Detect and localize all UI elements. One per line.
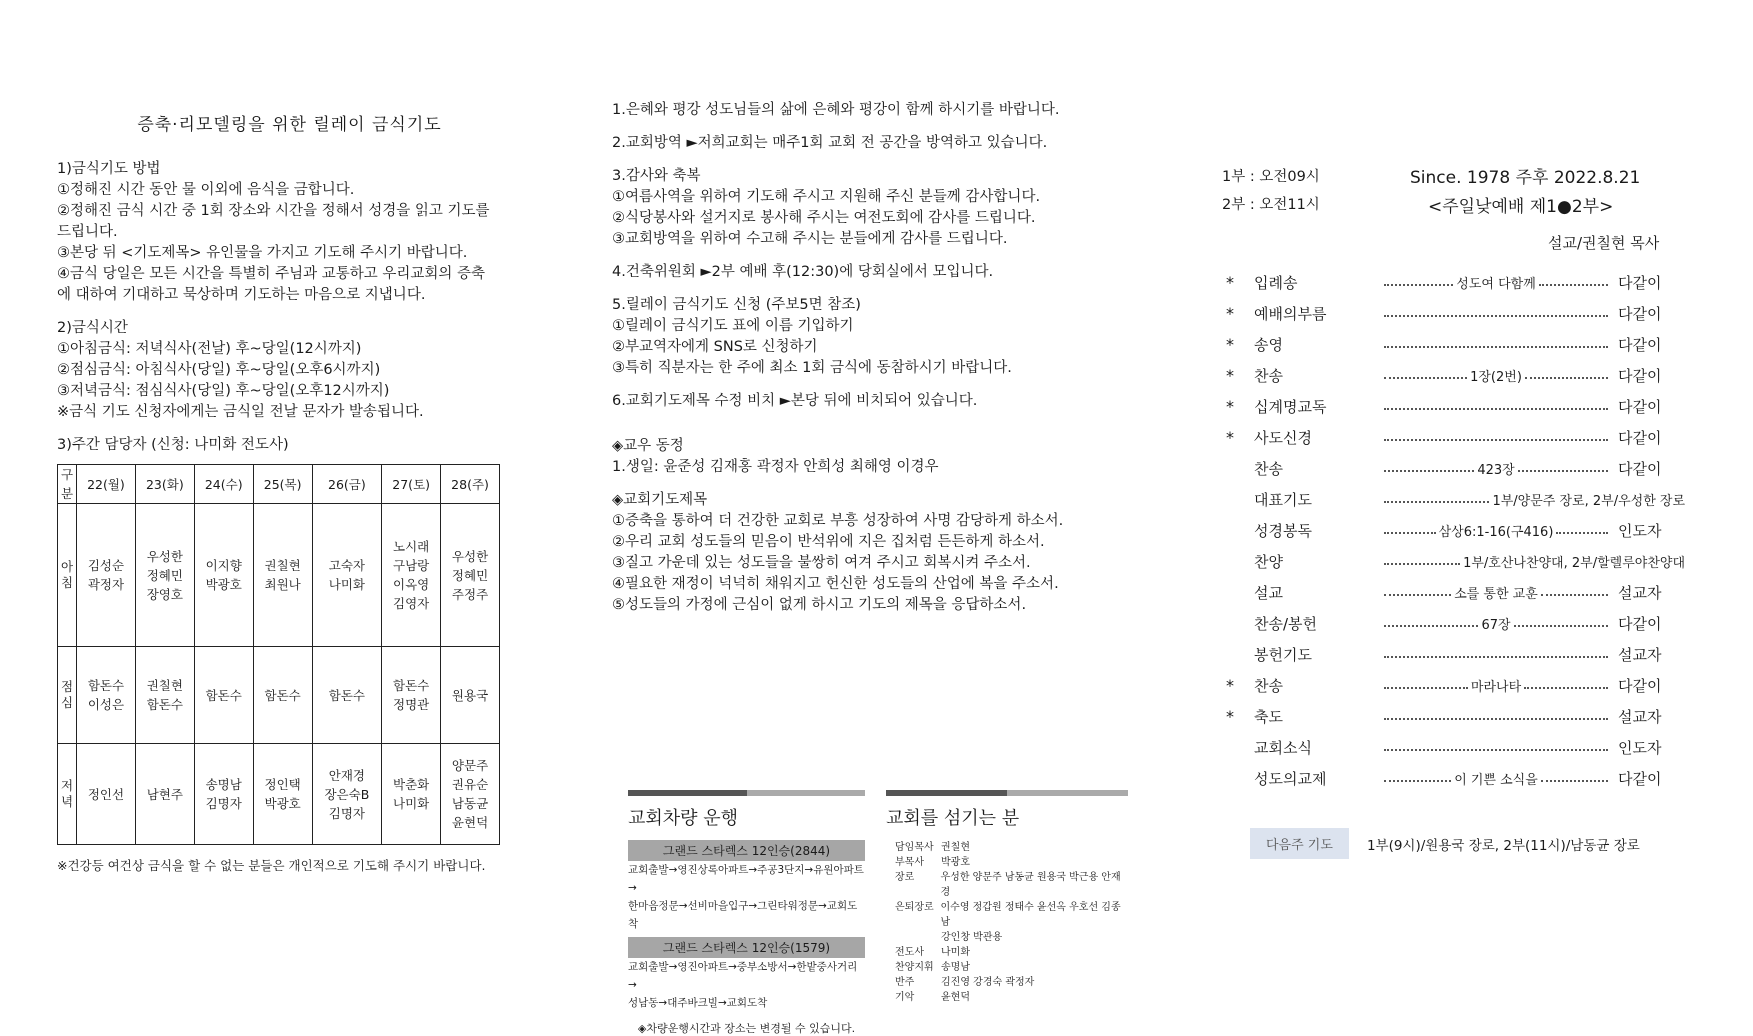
method-line: 에 대하여 기대하고 묵상하며 기도하는 마음으로 지냅니다. <box>57 287 426 303</box>
servers-title: 교회를 섬기는 분 <box>886 808 1020 829</box>
order-leader: 다같이 <box>1618 770 1662 788</box>
table-cell: 박춘화 나미화 <box>382 744 441 845</box>
order-row <box>1226 515 1688 546</box>
day-header: 22(월) <box>77 465 136 504</box>
bus-route: 교회출발→영진상록아파트→주공3단지→유원아파트→ 한마음정문→선비마을입구→그린타워정문→교회도착 <box>628 864 864 930</box>
announcement-item: 5.릴레이 금식기도 신청 (주보5면 참조) <box>612 297 861 313</box>
table-cell: 권칠현 함돈수 <box>135 647 194 744</box>
method-line: ④금식 당일은 모든 시간을 특별히 주님과 교통하고 우리교회의 증축 <box>57 266 486 282</box>
next-week-prayer <box>1250 828 1640 859</box>
announcement-item: 1.은혜와 평강 성도님들의 삶에 은혜와 평강이 함께 하시기를 바랍니다. <box>612 102 1060 118</box>
order-text: 성도여 다함께 <box>1456 277 1536 292</box>
announcement-subitem: ③교회방역을 위하여 수고해 주시는 분들에게 감사를 드립니다. <box>612 231 1008 247</box>
since-date: Since. 1978 주후 2022.8.21 <box>1410 168 1641 188</box>
table-cell: 우성한 정혜민 장영호 <box>135 504 194 647</box>
order-detail <box>1384 769 1608 788</box>
order-name: 찬송 <box>1254 677 1283 695</box>
standing-mark: * <box>1226 707 1234 726</box>
announcement-subitem: ③특히 직분자는 한 주에 최소 1회 금식에 동참하시기 바랍니다. <box>612 360 1012 376</box>
table-cell: 송명남 김명자 <box>194 744 253 845</box>
time2: 2부 : 오전11시 <box>1222 197 1320 213</box>
order-text: 삼상6:1-16(구416) <box>1438 525 1554 540</box>
order-row <box>1226 670 1688 701</box>
table-cell: 함돈수 정명관 <box>382 647 441 744</box>
order-detail <box>1384 676 1608 695</box>
standing-mark: * <box>1226 397 1234 416</box>
table-cell: 함돈수 <box>253 647 312 744</box>
bus-name: 그랜드 스타렉스 12인승(1579) <box>628 937 865 958</box>
day-header: 26(금) <box>312 465 382 504</box>
order-row <box>1226 732 1688 763</box>
announcement-subitem: ①여름사역을 위하여 기도해 주시고 지원해 주신 분들께 감사합니다. <box>612 189 1041 205</box>
order-detail <box>1384 552 1688 571</box>
table-row <box>58 504 500 647</box>
day-header: 24(수) <box>194 465 253 504</box>
order-leader: 인도자 <box>1618 522 1662 540</box>
vehicle-box <box>628 790 865 1036</box>
announcement-item: 4.건축위원회 ►2부 예배 후(12:30)에 당회실에서 모입니다. <box>612 264 994 280</box>
time-line: ①아침금식: 저녁식사(전날) 후~당일(12시까지) <box>57 341 362 357</box>
row-label: 아 침 <box>58 504 77 647</box>
order-detail <box>1384 366 1608 385</box>
day-header: 25(목) <box>253 465 312 504</box>
order-leader: 다같이 <box>1618 677 1662 695</box>
order-leader: 다같이 <box>1618 305 1662 323</box>
vehicle-title: 교회차량 운행 <box>628 808 739 829</box>
order-text: 67장 <box>1481 618 1511 633</box>
prayer-line: ⑤성도들의 가정에 근심이 없게 하시고 기도의 제목을 응답하소서. <box>612 597 1027 613</box>
method-line: ①정해진 시간 동안 물 이외에 음식을 금합니다. <box>57 182 355 198</box>
order-row <box>1226 422 1688 453</box>
order-leader: 다같이 <box>1618 429 1662 447</box>
order-detail <box>1384 435 1608 441</box>
service-title: <주일낮예배 제1●2부> <box>1428 197 1614 217</box>
table-cell: 정인선 <box>77 744 136 845</box>
time-line: ※금식 기도 신청자에게는 금식일 전날 문자가 발송됩니다. <box>57 404 424 420</box>
order-name: 봉헌기도 <box>1254 646 1312 664</box>
prayer-line: ①증축을 통하여 더 건강한 교회로 부흥 성장하여 사명 감당하게 하소서. <box>612 513 1064 529</box>
order-row <box>1226 577 1688 608</box>
order-text: 소를 통한 교훈 <box>1454 587 1538 602</box>
table-corner: 구 분 <box>58 465 77 504</box>
prayer-heading: ◈교회기도제목 <box>612 492 708 508</box>
order-detail <box>1384 342 1608 348</box>
time-heading: 2)금식시간 <box>57 320 128 336</box>
table-cell: 정인택 박광호 <box>253 744 312 845</box>
standing-mark: * <box>1226 676 1234 695</box>
table-cell: 양문주 권유순 남동균 윤현덕 <box>441 744 500 845</box>
table-row <box>58 744 500 845</box>
time-line: ③저녁금식: 점심식사(당일) 후~당일(오후12시까지) <box>57 383 390 399</box>
server-row: 은퇴장로 이수영 정갑원 정태수 윤선옥 우호선 김종남 <box>895 902 1121 928</box>
next-week-text: 1부(9시)/원용국 장로, 2부(11시)/남동균 장로 <box>1366 837 1640 854</box>
order-detail <box>1384 521 1608 540</box>
order-name: 성도의교제 <box>1254 770 1327 788</box>
order-detail <box>1384 404 1608 410</box>
order-name: 찬송 <box>1254 460 1283 478</box>
order-name: 축도 <box>1254 708 1283 726</box>
day-header: 27(토) <box>382 465 441 504</box>
row-label: 점 심 <box>58 647 77 744</box>
order-text: 마라나타 <box>1470 680 1522 695</box>
table-cell: 김성순 곽정자 <box>77 504 136 647</box>
order-leader: 인도자 <box>1618 739 1662 757</box>
table-cell: 이지향 박광호 <box>194 504 253 647</box>
order-detail <box>1384 490 1688 509</box>
order-text: 1부/호산나찬양대, 2부/할렐루야찬양대 <box>1463 556 1685 571</box>
order-leader: 다같이 <box>1618 336 1662 354</box>
table-cell: 남현주 <box>135 744 194 845</box>
order-name: 대표기도 <box>1254 491 1312 509</box>
order-leader: 다같이 <box>1618 367 1662 385</box>
order-row <box>1226 484 1688 515</box>
order-row <box>1226 763 1688 794</box>
order-detail <box>1384 652 1608 658</box>
order-detail <box>1384 583 1608 602</box>
table-cell: 원용국 <box>441 647 500 744</box>
order-row <box>1226 546 1688 577</box>
day-header: 28(주) <box>441 465 500 504</box>
bus-route: 교회출발→영진아파트→중부소방서→한밭중사거리→ 성남동→대주바크빌→교회도착 <box>628 961 858 1009</box>
standing-mark: * <box>1226 304 1234 323</box>
order-detail <box>1384 311 1608 317</box>
order-name: 찬송 <box>1254 367 1283 385</box>
order-detail <box>1384 459 1608 478</box>
order-name: 성경봉독 <box>1254 522 1312 540</box>
order-row <box>1226 701 1688 732</box>
order-leader: 다같이 <box>1618 615 1662 633</box>
order-row <box>1226 298 1688 329</box>
standing-mark: * <box>1226 335 1234 354</box>
order-leader: 설교자 <box>1618 584 1662 602</box>
order-detail <box>1384 273 1608 292</box>
announcement-subitem: ②부교역자에게 SNS로 신청하기 <box>612 339 818 355</box>
preacher: 설교/권칠현 목사 <box>1548 234 1660 252</box>
table-cell: 안재경 장은숙B 김명자 <box>312 744 382 845</box>
row-label: 저 녁 <box>58 744 77 845</box>
order-leader: 설교자 <box>1618 646 1662 664</box>
standing-mark: * <box>1226 428 1234 447</box>
order-text: 423장 <box>1477 463 1515 478</box>
table-cell: 함돈수 이성은 <box>77 647 136 744</box>
server-row: 담임목사 권칠현 <box>895 842 970 853</box>
standing-mark: * <box>1226 366 1234 385</box>
bus-name: 그랜드 스타렉스 12인승(2844) <box>628 840 865 861</box>
order-name: 송영 <box>1254 336 1283 354</box>
order-name: 십계명교독 <box>1254 398 1327 416</box>
method-list <box>57 180 522 306</box>
prayer-line: ④필요한 재정이 넉넉히 채워지고 헌신한 성도들의 산업에 복을 주소서. <box>612 576 1059 592</box>
order-leader: 다같이 <box>1618 398 1662 416</box>
announcement-subitem: ②식당봉사와 설거지로 봉사해 주시는 여전도회에 감사를 드립니다. <box>612 210 1036 226</box>
servers-box <box>886 790 1128 1005</box>
order-text: 1장(2번) <box>1470 370 1522 385</box>
order-name: 사도신경 <box>1254 429 1312 447</box>
server-row: 전도사 나미화 <box>895 947 970 958</box>
order-name: 찬송/봉헌 <box>1254 615 1318 633</box>
server-row: 반주 김진영 강경숙 곽정자 <box>895 977 1035 988</box>
order-row <box>1226 608 1688 639</box>
server-row: 찬양지휘 송명남 <box>895 962 970 973</box>
footnote: ※건강등 여건상 금식을 할 수 없는 분들은 개인적으로 기도해 주시기 바랍니다. <box>57 858 486 873</box>
standing-mark: * <box>1226 273 1234 292</box>
fasting-title: 증축·리모델링을 위한 릴레이 금식기도 <box>137 115 442 135</box>
prayer-line: ②우리 교회 성도들의 믿음이 반석위에 지은 집처럼 든든하게 하소서. <box>612 534 1045 550</box>
order-row <box>1226 360 1688 391</box>
order-name: 입례송 <box>1254 274 1298 292</box>
time1: 1부 : 오전09시 <box>1222 169 1320 185</box>
order-row <box>1226 267 1688 298</box>
method-line: 드립니다. <box>57 224 118 240</box>
order-name: 예배의부름 <box>1254 305 1327 323</box>
day-header: 23(화) <box>135 465 194 504</box>
announcements-panel <box>612 100 1132 616</box>
schedule-table <box>57 464 500 845</box>
server-row: 부목사 박광호 <box>895 857 970 868</box>
method-heading: 1)금식기도 방법 <box>57 161 161 177</box>
order-name: 찬양 <box>1254 553 1283 571</box>
duty-heading: 3)주간 담당자 (신청: 나미화 전도사) <box>57 437 289 453</box>
announcement-item: 2.교회방역 ►저희교회는 매주1회 교회 전 공간을 방역하고 있습니다. <box>612 135 1048 151</box>
method-line: ②정해진 금식 시간 중 1회 장소와 시간을 정해서 성경을 읽고 기도를 <box>57 203 490 219</box>
order-row <box>1226 329 1688 360</box>
next-week-label: 다음주 기도 <box>1250 828 1349 859</box>
server-row: 기악 윤현덕 <box>895 992 970 1003</box>
table-cell: 함돈수 <box>312 647 382 744</box>
order-leader: 다같이 <box>1618 274 1662 292</box>
order-of-worship <box>1226 267 1688 794</box>
order-leader: 설교자 <box>1618 708 1662 726</box>
announcement-subitem: ①릴레이 금식기도 표에 이름 기입하기 <box>612 318 854 334</box>
table-header-row <box>58 465 500 504</box>
announcement-item: 3.감사와 축복 <box>612 168 701 184</box>
order-name: 설교 <box>1254 584 1283 602</box>
news-line: 1.생일: 윤준성 김재홍 곽정자 안희성 최해영 이경우 <box>612 459 939 475</box>
order-detail <box>1384 614 1608 633</box>
order-detail <box>1384 714 1608 720</box>
server-row: 장로 우성한 양문주 남동균 원용국 박근용 안재경 <box>895 872 1121 898</box>
announcement-item: 6.교회기도제목 수정 비치 ►본당 뒤에 비치되어 있습니다. <box>612 393 978 409</box>
server-row: 강인창 박관용 <box>941 932 1003 943</box>
vehicle-note: ◈차량운행시간과 장소는 변경될 수 있습니다. <box>637 1022 856 1035</box>
method-line: ③본당 뒤 <기도제목> 유인물을 가지고 기도해 주시기 바랍니다. <box>57 245 468 261</box>
table-row <box>58 647 500 744</box>
order-detail <box>1384 745 1608 751</box>
order-text: 이 기쁜 소식을 <box>1454 773 1538 788</box>
table-cell: 함돈수 <box>194 647 253 744</box>
order-row <box>1226 391 1688 422</box>
table-cell: 노시래 구남랑 이옥영 김영자 <box>382 504 441 647</box>
order-row <box>1226 453 1688 484</box>
table-cell: 권칠현 최원나 <box>253 504 312 647</box>
table-cell: 우성한 정혜민 주정주 <box>441 504 500 647</box>
table-cell: 고숙자 나미화 <box>312 504 382 647</box>
order-row <box>1226 639 1688 670</box>
order-leader: 다같이 <box>1618 460 1662 478</box>
news-heading: ◈교우 동정 <box>612 438 684 454</box>
prayer-line: ③질고 가운데 있는 성도들을 불쌍히 여겨 주시고 회복시켜 주소서. <box>612 555 1031 571</box>
time-line: ②점심금식: 아침식사(당일) 후~당일(오후6시까지) <box>57 362 381 378</box>
fasting-prayer-panel <box>57 110 522 876</box>
order-name: 교회소식 <box>1254 739 1312 757</box>
order-text: 1부/양문주 장로, 2부/우성한 장로 <box>1492 494 1685 509</box>
